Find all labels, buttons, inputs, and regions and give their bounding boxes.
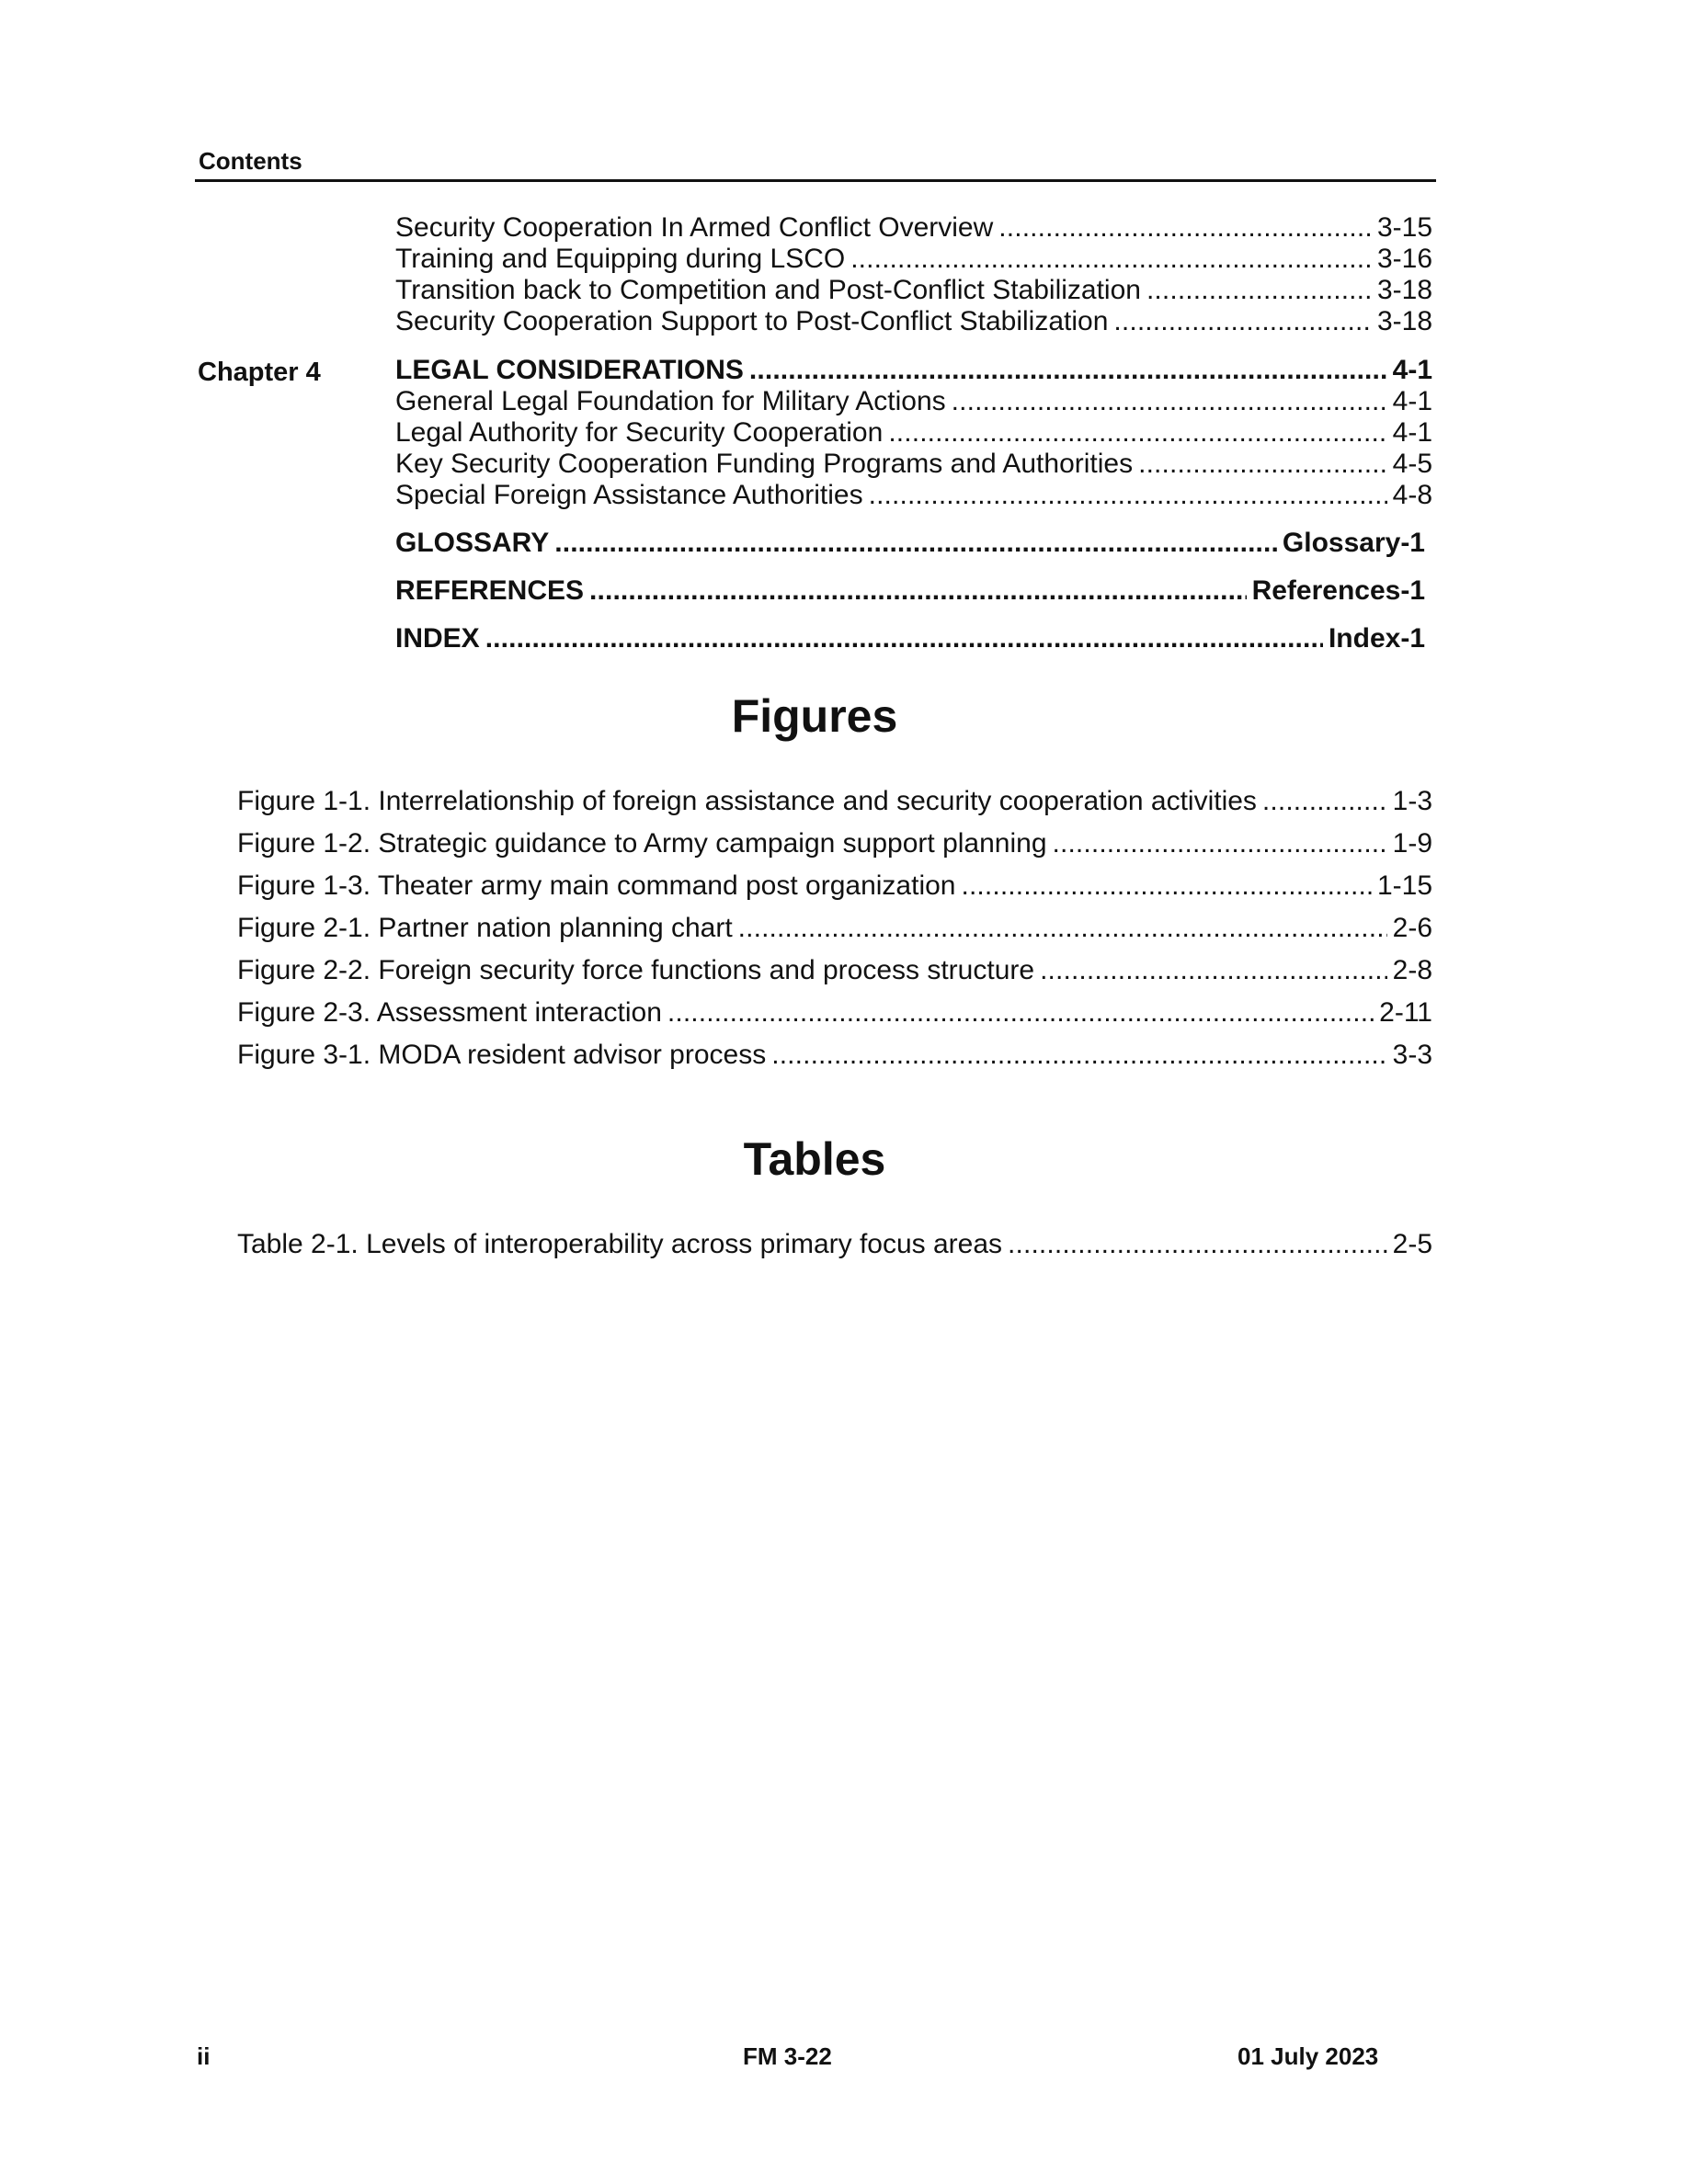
table-entry-title: Table 2-1. Levels of interoperability across primary focus areas: [237, 1229, 1003, 1259]
toc-entry-title: Transition back to Competition and Post-Conflict Stabilization: [395, 275, 1141, 305]
toc-entry-page: 3-15: [1376, 212, 1432, 243]
figure-entry-title: Figure 1-2. Strategic guidance to Army campaign support planning: [237, 828, 1047, 859]
dot-leader: [1053, 828, 1387, 859]
toc-entry-page: 3-18: [1376, 306, 1432, 336]
figure-entry-page: 2-8: [1392, 955, 1432, 985]
toc-entry-page: 4-1: [1392, 417, 1432, 448]
figure-entry[interactable]: [237, 870, 1432, 902]
toc-entry-page: 4-8: [1392, 480, 1432, 510]
figure-entry-title: Figure 2-2. Foreign security force functions and process structure: [237, 955, 1035, 985]
toc-chapter-title: LEGAL CONSIDERATIONS: [395, 355, 744, 385]
figure-entry-title: Figure 2-3. Assessment interaction: [237, 997, 662, 1028]
toc-glossary-page: Glossary-1: [1282, 528, 1425, 558]
figure-entry[interactable]: [237, 955, 1432, 986]
dot-leader: [1138, 449, 1387, 480]
toc-index-entry[interactable]: [395, 623, 1425, 654]
page-header-title: Contents: [199, 147, 302, 175]
dot-leader: [888, 417, 1386, 449]
dot-leader: [749, 355, 1387, 386]
toc-index-page: Index-1: [1328, 623, 1425, 654]
toc-entry-title: Security Cooperation Support to Post-Conflict Stabilization: [395, 306, 1109, 336]
figure-entry[interactable]: [237, 828, 1432, 859]
footer-page-number: ii: [197, 2042, 211, 2070]
dot-leader: [1262, 786, 1387, 817]
dot-leader: [869, 480, 1387, 511]
figure-entry-page: 2-11: [1379, 997, 1432, 1028]
figure-entry-title: Figure 2-1. Partner nation planning chart: [237, 913, 733, 943]
toc-entry-page: 3-16: [1376, 244, 1432, 274]
toc-glossary-title: GLOSSARY: [395, 528, 550, 558]
toc-references-page: References-1: [1251, 575, 1425, 606]
toc-references-title: REFERENCES: [395, 575, 585, 606]
page-header: [195, 145, 1436, 182]
dot-leader: [738, 913, 1387, 944]
dot-leader: [1008, 1229, 1387, 1260]
figures-heading: Figures: [731, 690, 898, 742]
chapter-number: Chapter 4: [198, 358, 321, 387]
toc-entry[interactable]: [395, 244, 1432, 275]
figure-entry-page: 1-9: [1392, 828, 1432, 859]
figure-entry-page: 3-3: [1392, 1040, 1432, 1070]
toc-index-title: INDEX: [395, 623, 480, 654]
figure-entry-title: Figure 1-3. Theater army main command post organization: [237, 870, 956, 901]
toc-entry-page: 4-5: [1392, 449, 1432, 479]
table-entry[interactable]: [237, 1229, 1432, 1260]
footer-manual-id: FM 3-22: [743, 2042, 832, 2070]
figure-entry[interactable]: [237, 1040, 1432, 1071]
dot-leader: [485, 623, 1323, 654]
toc-glossary-entry[interactable]: [395, 528, 1425, 559]
dot-leader: [771, 1040, 1386, 1071]
footer-date: 01 July 2023: [1237, 2042, 1379, 2070]
figure-entry-page: 1-3: [1392, 786, 1432, 816]
dot-leader: [961, 870, 1371, 902]
figure-entry[interactable]: [237, 786, 1432, 817]
toc-entry-title: Training and Equipping during LSCO: [395, 244, 846, 274]
figure-entry-page: 2-6: [1392, 913, 1432, 943]
dot-leader: [1146, 275, 1372, 306]
toc-entry-title: Legal Authority for Security Cooperation: [395, 417, 884, 448]
figure-entry[interactable]: [237, 913, 1432, 944]
toc-entry-title: Key Security Cooperation Funding Programs and Authorities: [395, 449, 1134, 479]
dot-leader: [1113, 306, 1372, 337]
toc-entry[interactable]: [395, 417, 1432, 449]
toc-entry[interactable]: [395, 480, 1432, 511]
toc-entry[interactable]: [395, 212, 1432, 244]
figure-entry-title: Figure 3-1. MODA resident advisor process: [237, 1040, 767, 1070]
figure-entry-page: 1-15: [1376, 870, 1432, 901]
table-entry-page: 2-5: [1392, 1229, 1432, 1259]
toc-entry[interactable]: [395, 275, 1432, 306]
toc-chapter-page: 4-1: [1392, 355, 1432, 385]
toc-chapter-entry[interactable]: [395, 355, 1432, 386]
toc-entry-title: General Legal Foundation for Military Actions: [395, 386, 946, 416]
toc-entry-title: Security Cooperation In Armed Conflict Overview: [395, 212, 994, 243]
toc-entry-page: 4-1: [1392, 386, 1432, 416]
figure-entry[interactable]: [237, 997, 1432, 1029]
dot-leader: [952, 386, 1387, 417]
dot-leader: [1040, 955, 1387, 986]
toc-entry-page: 3-18: [1376, 275, 1432, 305]
dot-leader: [589, 575, 1247, 607]
toc-entry[interactable]: [395, 449, 1432, 480]
dot-leader: [667, 997, 1374, 1029]
dot-leader: [850, 244, 1372, 275]
dot-leader: [998, 212, 1372, 244]
toc-entry-title: Special Foreign Assistance Authorities: [395, 480, 863, 510]
figure-entry-title: Figure 1-1. Interrelationship of foreign assistance and security cooperation activities: [237, 786, 1257, 816]
toc-references-entry[interactable]: [395, 575, 1425, 607]
toc-entry[interactable]: [395, 306, 1432, 337]
dot-leader: [554, 528, 1277, 559]
tables-heading: Tables: [743, 1133, 886, 1185]
toc-entry[interactable]: [395, 386, 1432, 417]
